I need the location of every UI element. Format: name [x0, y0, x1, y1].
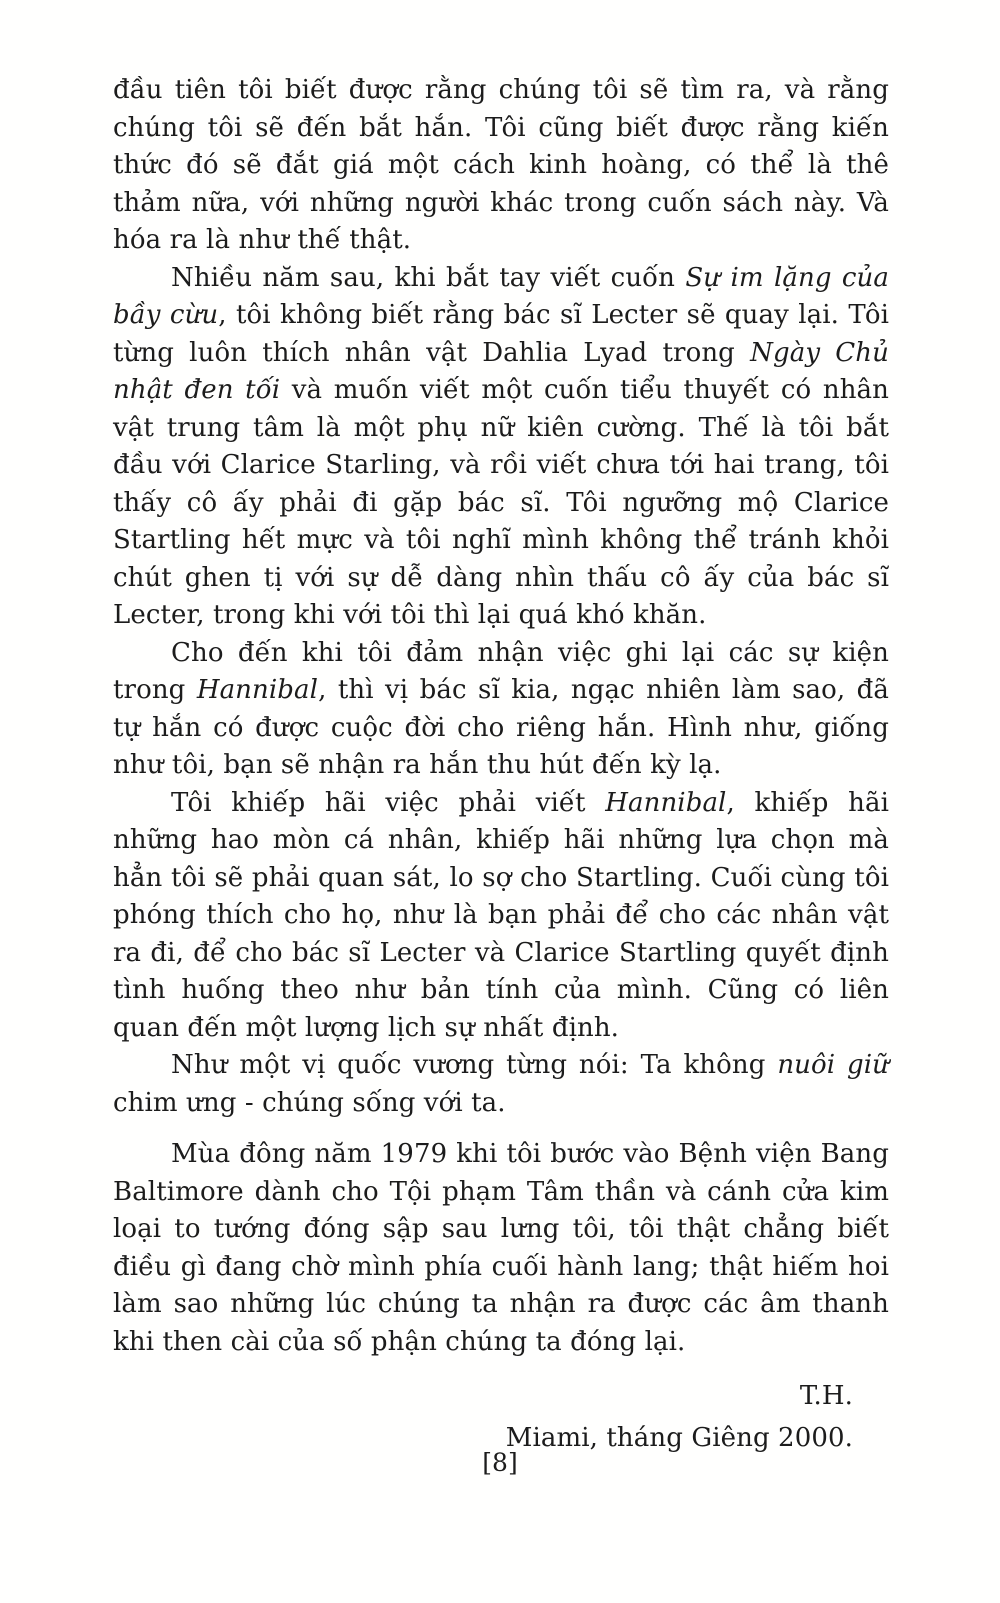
paragraph	[113, 1136, 889, 1361]
book-title-italic: nuôi giữ	[777, 1050, 889, 1080]
body-text: Mùa đông năm 1979 khi tôi bước vào Bệnh viện Bang Baltimore dành cho Tội phạm Tâm thần và cánh cửa kim loại to tướng đóng sập sau lưng tôi, tôi thật chẳng biết điều gì đang chờ mình phía cuối hành lang; thật hiếm hoi làm sao những lúc chúng ta nhận ra được các âm thanh khi then cài của số phận chúng ta đóng lại.	[113, 1139, 889, 1357]
body-text: , thì vị bác sĩ kia, ngạc nhiên làm sao, đã tự hắn có được cuộc đời cho riêng hắn. Hình như, giống như tôi, bạn sẽ nhận ra hắn thu hút đến kỳ lạ.	[113, 675, 889, 780]
book-title-italic: Sự im lặng của bầy cừu	[113, 262, 890, 330]
paragraph	[113, 72, 889, 260]
paragraph	[113, 785, 889, 1048]
book-title-italic: Hannibal	[196, 675, 319, 705]
body-text: , tôi không biết rằng bác sĩ Lecter sẽ quay lại. Tôi từng luôn thích nhân vật Dahlia Lyad trong	[113, 300, 889, 368]
body-text: Nhiều năm sau, khi bắt tay viết cuốn	[171, 262, 686, 293]
paragraph	[113, 260, 889, 635]
book-title-italic: Ngày Chủ nhật đen tối	[113, 337, 889, 405]
body-text: Cho đến khi tôi đảm nhận việc ghi lại các sự kiện trong	[113, 637, 889, 705]
body-text: đầu tiên tôi biết được rằng chúng tôi sẽ tìm ra, và rằng chúng tôi sẽ đến bắt hắn. Tôi cũng biết được rằng kiến thức đó sẽ đắt giá một cách kinh hoàng, có thể là thê thảm nữa, với những người khác trong cuốn sách này. Và hóa ra là như thế thật.	[113, 75, 889, 255]
signature-block	[113, 1375, 889, 1459]
page-text	[113, 72, 889, 1459]
signature-place-date: Miami, tháng Giêng 2000.	[505, 1423, 853, 1453]
book-title-italic: Hannibal	[605, 787, 727, 818]
body-text: Như một vị quốc vương từng nói: Ta không	[171, 1050, 778, 1080]
paragraph	[113, 1047, 889, 1122]
signature-initials: T.H.	[799, 1381, 853, 1411]
body-text: , khiếp hãi những hao mòn cá nhân, khiếp hãi những lựa chọn mà hẳn tôi sẽ phải quan sát, lo sợ cho Startling. Cuối cùng tôi phóng thích cho họ, như là bạn phải để cho các nhân vật ra đi, để cho bác sĩ Lecter và Clarice Startling quyết định tình huống theo như bản tính của mình. Cũng có liên quan đến một lượng lịch sự nhất định.	[113, 787, 889, 1043]
body-text: Tôi khiếp hãi việc phải viết	[171, 787, 606, 818]
paragraph	[113, 635, 889, 785]
page-number: [8]	[482, 1448, 518, 1477]
body-text: và muốn viết một cuốn tiểu thuyết có nhân vật trung tâm là một phụ nữ kiên cường. Thế là tôi bắt đầu với Clarice Starling, và rồi viết chưa tới hai trang, tôi thấy cô ấy phải đi gặp bác sĩ. Tôi ngưỡng mộ Clarice Startling hết mực và tôi nghĩ mình không thể tránh khỏi chút ghen tị với sự dễ dàng nhìn thấu cô ấy của bác sĩ Lecter, trong khi với tôi thì lại quá khó khăn.	[113, 375, 889, 630]
body-text: chim ưng - chúng sống với ta.	[113, 1087, 506, 1118]
